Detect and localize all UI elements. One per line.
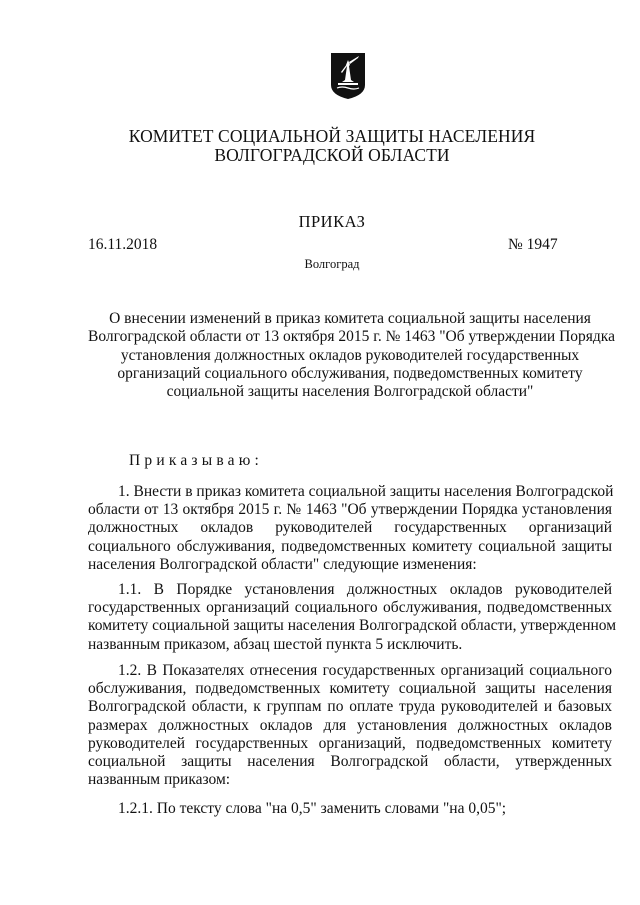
paragraph-line: области от 13 октября 2015 г. № 1463 "Об утверждении Порядка установления xyxy=(88,501,612,519)
paragraph-line: размерах должностных окладов для установления должностных окладов xyxy=(88,716,612,734)
subject-line: организаций социального обслуживания, подведомственных комитету xyxy=(117,364,583,382)
paragraph-line: должностных окладов руководителей государственных организаций xyxy=(88,519,612,537)
volgograd-coat-of-arms-icon xyxy=(330,52,366,100)
paragraph-line: 1. Внести в приказ комитета социальной защиты населения Волгоградской xyxy=(118,483,614,500)
paragraph-line: социальной защиты населения Волгоградской области, утвержденных xyxy=(88,753,612,771)
paragraph-line: социального обслуживания, подведомственных комитету социальной защиты xyxy=(88,537,612,555)
document-number: № 1947 xyxy=(508,236,558,253)
paragraph-line: названным приказом, абзац шестой пункта 5 исключить. xyxy=(88,635,463,653)
subject-line: установления должностных окладов руководителей государственных xyxy=(120,346,580,364)
paragraph-line: руководителей государственных организаций, подведомственных комитету xyxy=(88,734,612,752)
paragraph-line: 1.2. В Показателях отнесения государственных организаций социального xyxy=(118,662,612,679)
organization-name-line1: КОМИТЕТ СОЦИАЛЬНОЙ ЗАЩИТЫ НАСЕЛЕНИЯ xyxy=(128,126,536,146)
subject-line: О внесении изменений в приказ комитета социальной защиты населения xyxy=(109,310,591,327)
document-city: Волгоград xyxy=(304,257,360,271)
organization-name-line2: ВОЛГОГРАДСКОЙ ОБЛАСТИ xyxy=(214,145,450,165)
document-subject xyxy=(88,310,615,401)
subject-line: Волгоградской области от 13 октября 2015 г. № 1463 "Об утверждении Порядка xyxy=(88,328,615,346)
paragraph-line: государственных организаций социального обслуживания, подведомственных xyxy=(88,599,612,617)
paragraph-1-1 xyxy=(88,581,617,654)
paragraph-line: Волгоградской области, к группам по оплате труда руководителей и базовых xyxy=(88,698,612,716)
paragraph-line: населения Волгоградской области" следующие изменения: xyxy=(88,555,477,573)
document-type-title: ПРИКАЗ xyxy=(298,212,366,231)
paragraph-line: 1.2.1. По тексту слова "на 0,5" заменить словами "на 0,05"; xyxy=(118,800,507,817)
decree-word: Приказываю: xyxy=(129,452,264,469)
subject-line: социальной защиты населения Волгоградской области" xyxy=(166,383,534,401)
paragraph-line: названным приказом: xyxy=(88,771,231,789)
paragraph-line: обслуживания, подведомственных комитету социальной защиты населения xyxy=(88,680,612,698)
paragraph-1-2 xyxy=(88,662,612,789)
paragraph-1-2-1 xyxy=(88,800,612,818)
paragraph-1 xyxy=(88,483,612,574)
paragraph-line: комитету социальной защиты населения Волгоградской области, утвержденном xyxy=(88,617,617,635)
paragraph-line: 1.1. В Порядке установления должностных окладов руководителей xyxy=(118,581,612,598)
document-date: 16.11.2018 xyxy=(88,236,158,253)
